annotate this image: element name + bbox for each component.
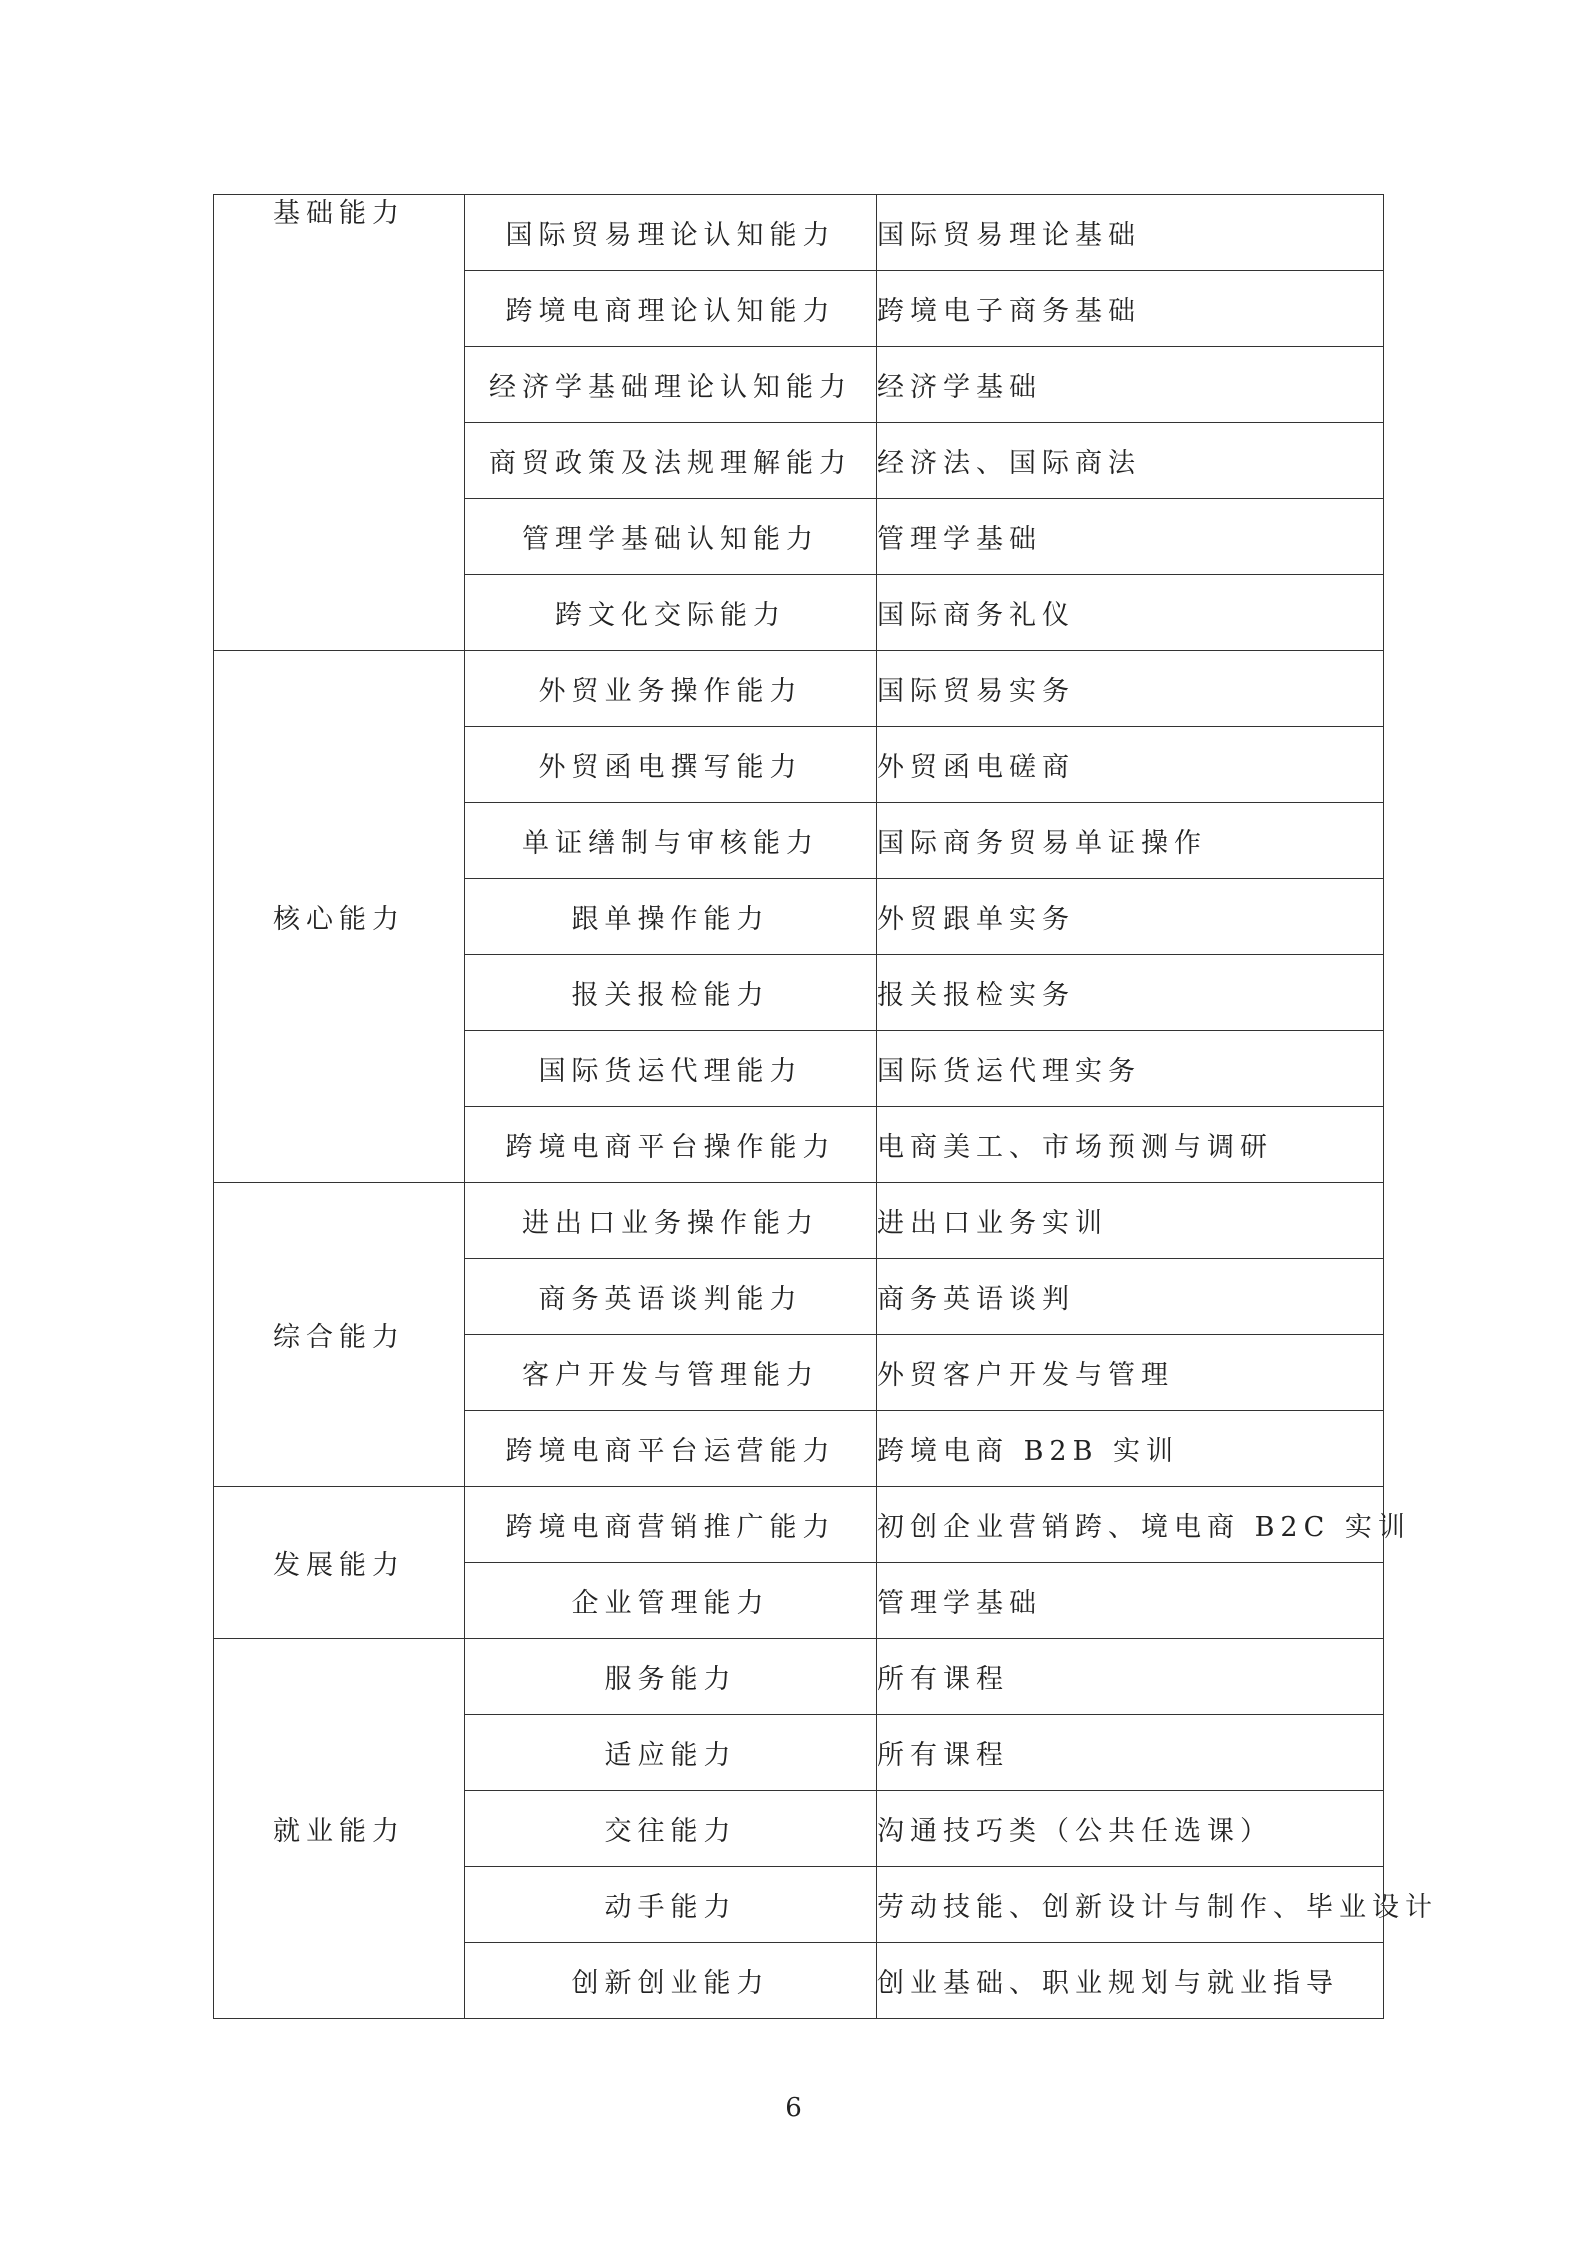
table-row bbox=[214, 1183, 1384, 1259]
course-cell: 劳动技能、创新设计与制作、毕业设计 bbox=[877, 1867, 1384, 1943]
course-cell: 所有课程 bbox=[877, 1639, 1384, 1715]
course-cell: 管理学基础 bbox=[877, 499, 1384, 575]
course-cell: 外贸函电磋商 bbox=[877, 727, 1384, 803]
category-cell: 综合能力 bbox=[214, 1183, 465, 1487]
category-cell: 核心能力 bbox=[214, 651, 465, 1183]
course-cell: 国际商务贸易单证操作 bbox=[877, 803, 1384, 879]
ability-cell: 商贸政策及法规理解能力 bbox=[465, 423, 877, 499]
ability-cell: 企业管理能力 bbox=[465, 1563, 877, 1639]
course-cell: 外贸跟单实务 bbox=[877, 879, 1384, 955]
course-cell: 管理学基础 bbox=[877, 1563, 1384, 1639]
table-row bbox=[214, 651, 1384, 727]
ability-cell: 国际贸易理论认知能力 bbox=[465, 195, 877, 271]
course-cell: 报关报检实务 bbox=[877, 955, 1384, 1031]
course-cell: 初创企业营销跨、境电商 B2C 实训 bbox=[877, 1487, 1384, 1563]
course-cell: 国际贸易理论基础 bbox=[877, 195, 1384, 271]
table-row bbox=[214, 1487, 1384, 1563]
course-cell: 电商美工、市场预测与调研 bbox=[877, 1107, 1384, 1183]
course-cell: 创业基础、职业规划与就业指导 bbox=[877, 1943, 1384, 2019]
course-cell: 跨境电子商务基础 bbox=[877, 271, 1384, 347]
ability-cell: 商务英语谈判能力 bbox=[465, 1259, 877, 1335]
page-number: 6 bbox=[785, 2093, 802, 2123]
course-cell: 经济学基础 bbox=[877, 347, 1384, 423]
ability-course-table bbox=[213, 194, 1438, 2019]
ability-cell: 国际货运代理能力 bbox=[465, 1031, 877, 1107]
course-cell: 国际货运代理实务 bbox=[877, 1031, 1384, 1107]
ability-cell: 进出口业务操作能力 bbox=[465, 1183, 877, 1259]
category-cell bbox=[214, 195, 465, 651]
ability-cell: 跨文化交际能力 bbox=[465, 575, 877, 651]
ability-cell: 客户开发与管理能力 bbox=[465, 1335, 877, 1411]
ability-cell: 跟单操作能力 bbox=[465, 879, 877, 955]
ability-cell: 适应能力 bbox=[465, 1715, 877, 1791]
course-cell: 沟通技巧类（公共任选课） bbox=[877, 1791, 1384, 1867]
ability-cell: 外贸函电撰写能力 bbox=[465, 727, 877, 803]
ability-cell: 动手能力 bbox=[465, 1867, 877, 1943]
ability-cell: 交往能力 bbox=[465, 1791, 877, 1867]
course-cell: 经济法、国际商法 bbox=[877, 423, 1384, 499]
ability-cell: 单证缮制与审核能力 bbox=[465, 803, 877, 879]
ability-cell: 跨境电商理论认知能力 bbox=[465, 271, 877, 347]
ability-cell: 跨境电商平台运营能力 bbox=[465, 1411, 877, 1487]
ability-cell: 创新创业能力 bbox=[465, 1943, 877, 2019]
course-cell: 国际商务礼仪 bbox=[877, 575, 1384, 651]
course-cell: 国际贸易实务 bbox=[877, 651, 1384, 727]
category-label: 基础能力 bbox=[273, 198, 405, 229]
ability-cell: 报关报检能力 bbox=[465, 955, 877, 1031]
course-cell: 外贸客户开发与管理 bbox=[877, 1335, 1384, 1411]
ability-cell: 跨境电商平台操作能力 bbox=[465, 1107, 877, 1183]
category-cell: 就业能力 bbox=[214, 1639, 465, 2019]
table-row bbox=[214, 1639, 1384, 1715]
table-body bbox=[214, 195, 1438, 2019]
course-cell: 商务英语谈判 bbox=[877, 1259, 1384, 1335]
ability-cell: 管理学基础认知能力 bbox=[465, 499, 877, 575]
ability-cell: 经济学基础理论认知能力 bbox=[465, 347, 877, 423]
table-row bbox=[214, 195, 1384, 271]
course-cell: 所有课程 bbox=[877, 1715, 1384, 1791]
ability-cell: 服务能力 bbox=[465, 1639, 877, 1715]
ability-cell: 跨境电商营销推广能力 bbox=[465, 1487, 877, 1563]
course-cell: 进出口业务实训 bbox=[877, 1183, 1384, 1259]
category-cell: 发展能力 bbox=[214, 1487, 465, 1639]
ability-cell: 外贸业务操作能力 bbox=[465, 651, 877, 727]
course-cell: 跨境电商 B2B 实训 bbox=[877, 1411, 1384, 1487]
